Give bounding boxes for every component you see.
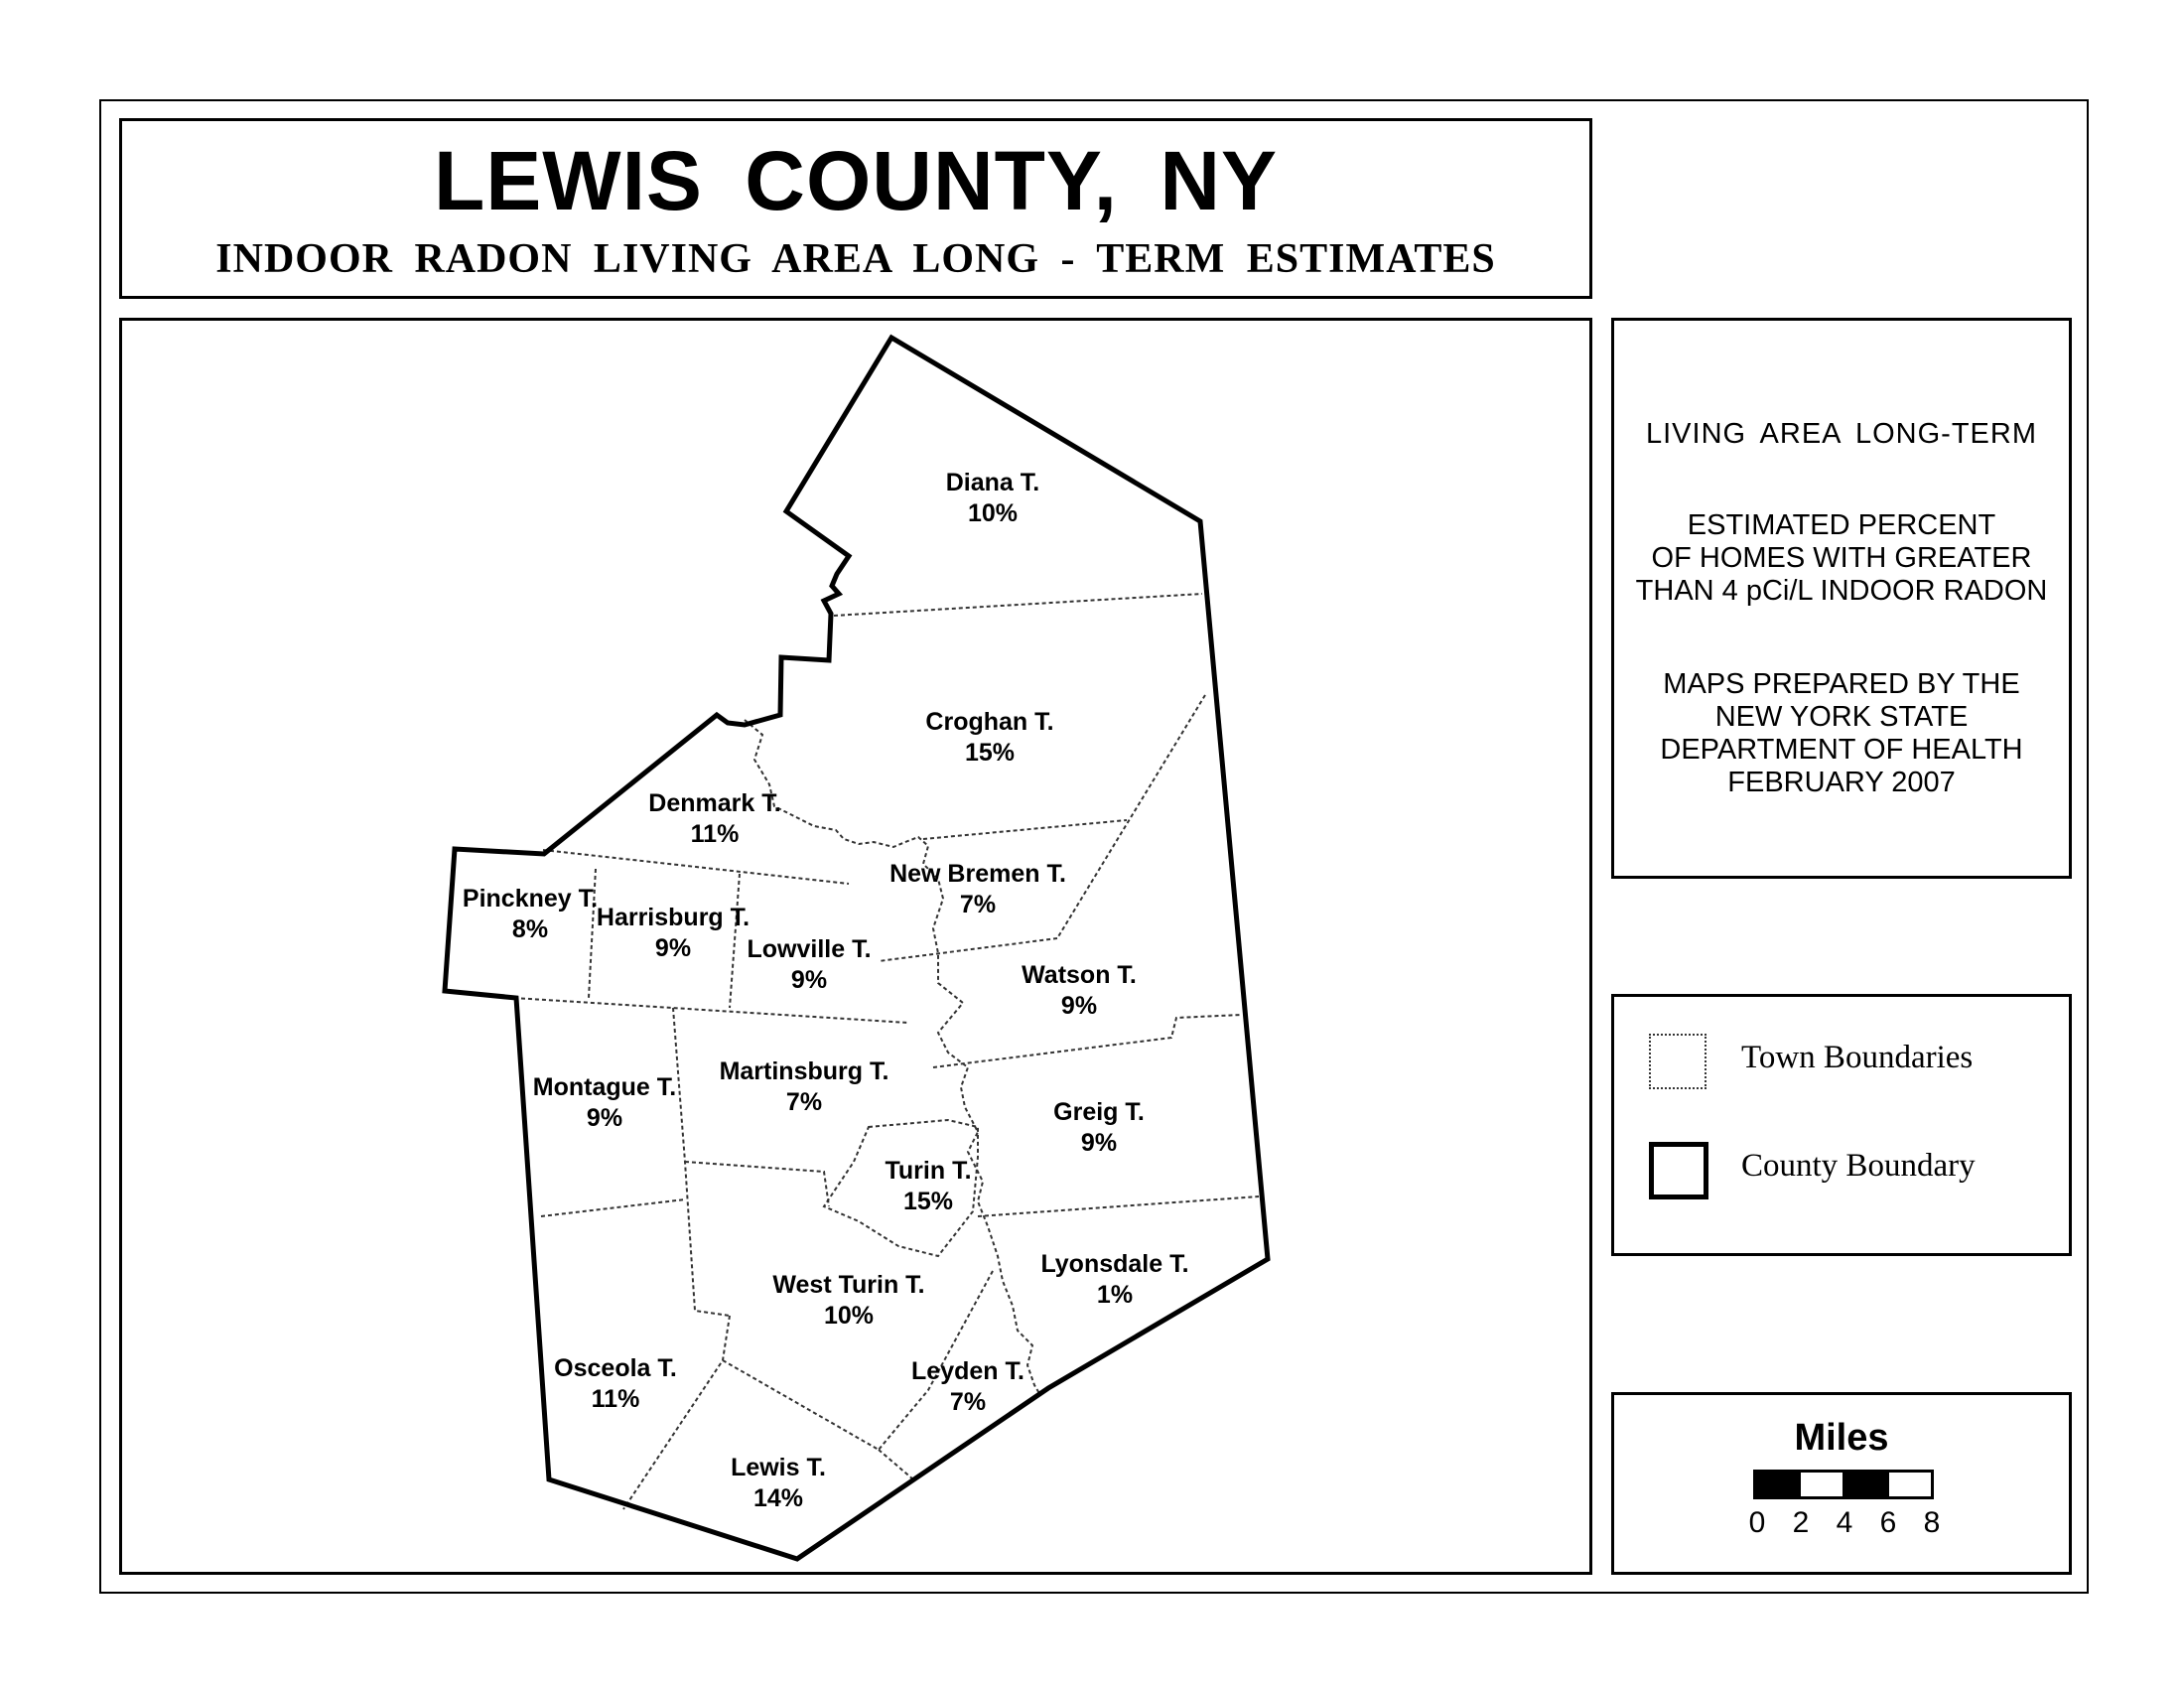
legend-item-town bbox=[1649, 1034, 2046, 1093]
town-label-west-turin-t bbox=[772, 1271, 924, 1330]
town-percent: 9% bbox=[586, 1104, 623, 1132]
info-credit-line: NEW YORK STATE bbox=[1714, 701, 1969, 733]
town-percent: 14% bbox=[752, 1484, 804, 1512]
scale-panel bbox=[1611, 1392, 2072, 1575]
scale-tick-label: 6 bbox=[1879, 1506, 1897, 1539]
scale-tick-label: 2 bbox=[1792, 1506, 1810, 1539]
town-percent: 10% bbox=[967, 499, 1019, 527]
scale-segment bbox=[1756, 1473, 1801, 1496]
town-name: Osceola T. bbox=[554, 1354, 677, 1382]
town-name: Martinsburg T. bbox=[719, 1057, 889, 1085]
info-credit-line: MAPS PREPARED BY THE bbox=[1663, 668, 2020, 700]
page-subtitle: INDOOR RADON LIVING AREA LONG - TERM ESTIMATES bbox=[215, 236, 1496, 282]
info-description-line: ESTIMATED PERCENT bbox=[1687, 509, 1996, 541]
town-label-montague-t bbox=[533, 1073, 676, 1132]
scale-tick-label: 8 bbox=[1923, 1506, 1941, 1539]
scale-segment bbox=[1889, 1473, 1932, 1496]
town-name: New Bremen T. bbox=[889, 860, 1066, 888]
town-label-denmark-t bbox=[648, 789, 780, 848]
town-label-martinsburg-t bbox=[720, 1057, 889, 1116]
boundary-harrisburg-lowville bbox=[730, 874, 740, 1008]
town-label-croghan-t bbox=[925, 708, 1053, 767]
town-label-harrisburg-t bbox=[597, 904, 750, 962]
town-name: Lewis T. bbox=[731, 1454, 826, 1481]
legend-label-county: County Boundary bbox=[1741, 1148, 1976, 1184]
town-percent: 8% bbox=[511, 915, 549, 943]
boundary-diana-croghan bbox=[834, 594, 1202, 616]
boundary-croghan-watson bbox=[1057, 695, 1205, 938]
scale-tick-label: 0 bbox=[1748, 1506, 1766, 1539]
boundary-watson-greig bbox=[933, 1015, 1241, 1067]
town-name: Greig T. bbox=[1053, 1098, 1145, 1126]
scale-segment bbox=[1801, 1473, 1845, 1496]
town-name: Leyden T. bbox=[911, 1357, 1024, 1385]
info-heading: LIVING AREA LONG-TERM bbox=[1646, 418, 2037, 450]
town-name: Diana T. bbox=[945, 469, 1040, 496]
boundary-newbremen-watson bbox=[879, 938, 1057, 961]
scale-title: Miles bbox=[1794, 1417, 1889, 1459]
boundary-lewis-leyden bbox=[879, 1450, 913, 1479]
info-panel bbox=[1611, 318, 2072, 879]
town-name: Watson T. bbox=[1022, 961, 1137, 989]
legend-item-county bbox=[1649, 1142, 2046, 1201]
town-percent: 11% bbox=[690, 820, 740, 848]
town-percent: 15% bbox=[902, 1188, 954, 1215]
boundary-croghan-newbremen bbox=[923, 820, 1127, 839]
town-name: Lyonsdale T. bbox=[1040, 1250, 1189, 1278]
boundary-denmark-south bbox=[543, 850, 849, 884]
town-percent: 7% bbox=[949, 1388, 987, 1416]
info-credit bbox=[1614, 668, 2069, 799]
town-boundary-swatch bbox=[1649, 1034, 1706, 1089]
town-label-turin-t bbox=[885, 1157, 971, 1215]
town-percent: 7% bbox=[785, 1088, 823, 1116]
info-description-line: THAN 4 pCi/L INDOOR RADON bbox=[1635, 575, 2048, 607]
boundary-westturin-lewis bbox=[723, 1360, 879, 1450]
legend-label-town: Town Boundaries bbox=[1741, 1040, 1974, 1075]
town-percent: 9% bbox=[790, 966, 828, 994]
boundary-turin bbox=[824, 1120, 978, 1256]
county-boundary-swatch bbox=[1649, 1142, 1708, 1199]
town-label-leyden-t bbox=[911, 1357, 1024, 1416]
town-label-lewis-t bbox=[731, 1454, 826, 1512]
info-description bbox=[1614, 509, 2069, 608]
page-title: LEWIS COUNTY, NY bbox=[433, 134, 1279, 227]
info-description-line: OF HOMES WITH GREATER bbox=[1651, 542, 2032, 574]
boundary-montague-martinsburg bbox=[673, 1008, 730, 1316]
town-label-watson-t bbox=[1022, 961, 1137, 1020]
town-percent: 15% bbox=[964, 739, 1016, 767]
town-label-greig-t bbox=[1053, 1098, 1145, 1157]
boundary-martinsburg-westturin bbox=[685, 1162, 829, 1206]
town-name: West Turin T. bbox=[772, 1271, 925, 1299]
town-percent: 9% bbox=[1080, 1129, 1118, 1157]
town-label-pinckney-t bbox=[463, 885, 598, 943]
town-percent: 9% bbox=[1060, 992, 1098, 1020]
info-credit-line: DEPARTMENT OF HEALTH bbox=[1660, 734, 2023, 766]
town-name: Lowville T. bbox=[747, 935, 872, 963]
town-name: Denmark T. bbox=[648, 789, 781, 817]
town-labels bbox=[463, 469, 1189, 1512]
scale-tick-label: 4 bbox=[1836, 1506, 1853, 1539]
town-percent: 10% bbox=[823, 1302, 875, 1330]
legend-panel bbox=[1611, 994, 2072, 1256]
scale-ticks bbox=[1745, 1506, 1944, 1542]
town-name: Croghan T. bbox=[925, 708, 1054, 736]
town-percent: 9% bbox=[654, 934, 692, 962]
scale-segment bbox=[1844, 1473, 1889, 1496]
town-name: Pinckney T. bbox=[462, 885, 599, 913]
scale-bar bbox=[1753, 1470, 1934, 1499]
town-name: Montague T. bbox=[532, 1073, 677, 1101]
info-credit-line: FEBRUARY 2007 bbox=[1727, 767, 1956, 798]
boundary-greig-lyonsdale bbox=[978, 1196, 1259, 1216]
town-label-lyonsdale-t bbox=[1040, 1250, 1188, 1309]
town-name: Turin T. bbox=[885, 1157, 972, 1185]
town-label-osceola-t bbox=[554, 1354, 677, 1413]
boundary-montague-osceola bbox=[541, 1199, 685, 1216]
town-label-lowville-t bbox=[747, 935, 871, 994]
town-percent: 7% bbox=[959, 891, 997, 918]
town-percent: 1% bbox=[1096, 1281, 1134, 1309]
town-label-diana-t bbox=[946, 469, 1039, 527]
town-label-new-bremen-t bbox=[889, 860, 1066, 918]
town-name: Harrisburg T. bbox=[596, 904, 751, 931]
boundary-west-row bbox=[514, 998, 908, 1023]
town-percent: 11% bbox=[591, 1385, 640, 1413]
